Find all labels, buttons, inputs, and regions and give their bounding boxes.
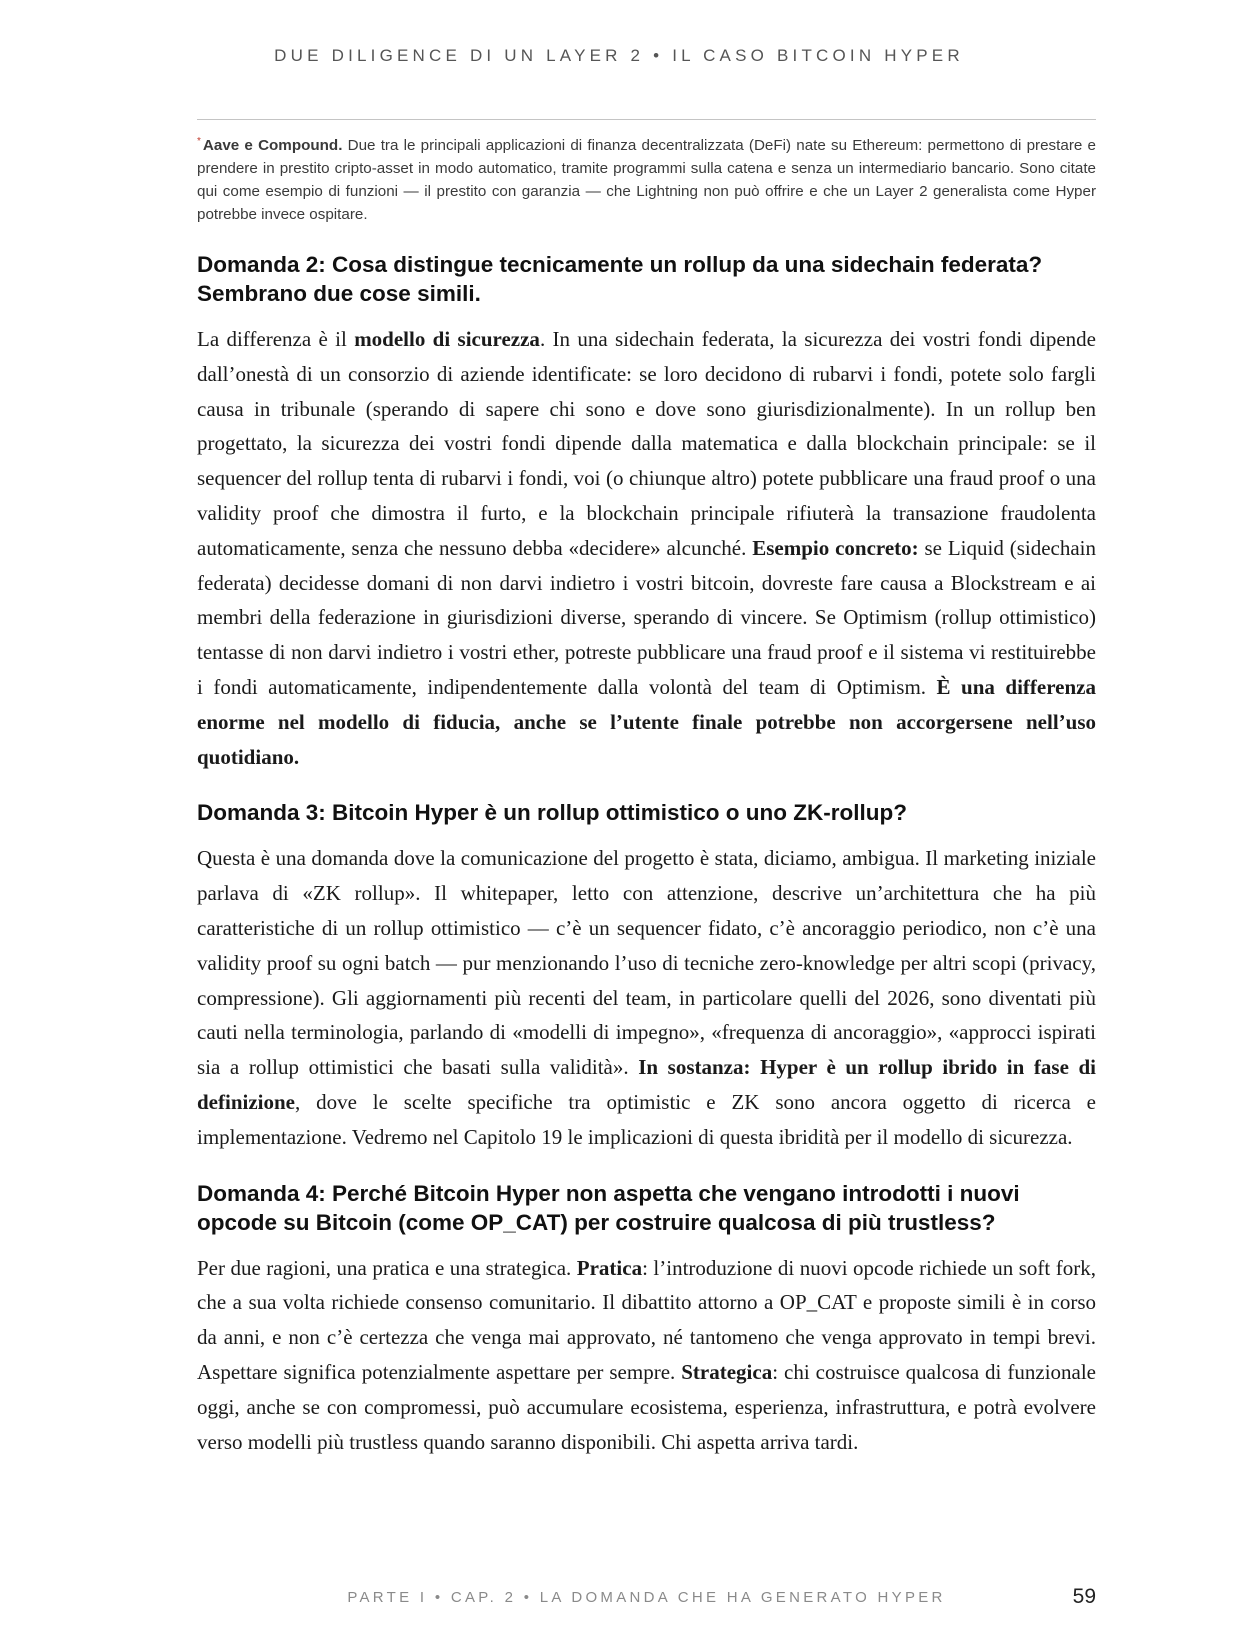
running-footer <box>197 1587 1096 1617</box>
body-text: se Liquid (sidechain federata) decidesse domani di non darvi indietro i vostri bitcoin, dovreste fare causa a Blockstream e ai membri della federazione in giurisdizioni diverse, sperando di vincere. Se Optimism (rollup ottimistico) tentasse di non darvi indietro i vostri ether, potreste pubblicare una fraud proof e il sistema vi restituirebbe i fondi automaticamente, indipendentemente dalla volontà del team di Optimism. <box>197 535 1096 699</box>
emphasis-text: È una differenza enorme nel modello di fiducia, anche se l’utente finale potrebbe non accorgersene nell’uso quotidiano. <box>197 674 1097 769</box>
question-2-heading: Domanda 2: Cosa distingue tecnicamente un rollup da una sidechain federata? Sembrano due cose simili. <box>197 252 1043 306</box>
page-number: 59 <box>1072 1585 1096 1608</box>
footnote-marker: * <box>197 135 201 147</box>
answer-4-paragraph <box>197 1251 1096 1460</box>
emphasis-text: Esempio concreto: <box>752 535 919 560</box>
footnote-text: Due tra le principali applicazioni di finanza decentralizzata (DeFi) nate su Ethereum: permettono di prestare e prendere in prestito cripto-asset in modo automatico, tramite programmi sulla catena e senza un intermediario bancario. Sono citate qui come esempio di funzioni — il prestito con garanzia — che Lightning non può offrire e che un Layer 2 generalista come Hyper potrebbe invece ospitare. <box>197 137 1096 223</box>
page-content <box>197 134 1096 1483</box>
body-text: : l’introduzione di nuovi opcode richiede un soft fork, che a sua volta richiede consenso comunitario. Il dibattito attorno a OP_CAT e proposte simili è in corso da anni, e non c’è certezza che venga mai approvato, né tantomeno che venga approvato in tempi brevi. Aspettare significa potenzialmente aspettare per sempre. <box>197 1255 1096 1384</box>
emphasis-text: Strategica <box>681 1359 773 1384</box>
body-text: , dove le scelte specifiche tra optimistic e ZK sono ancora oggetto di ricerca e implementazione. Vedremo nel Capitolo 19 le implicazioni di questa ibridità per il modello di sicurezza. <box>197 1089 1096 1149</box>
footnote <box>197 134 1096 226</box>
body-text: : chi costruisce qualcosa di funzionale oggi, anche se con compromessi, può accumulare ecosistema, esperienza, infrastruttura, e potrà evolvere verso modelli più trustless quando saranno disponibili. Chi aspetta arriva tardi. <box>197 1359 1096 1454</box>
answer-3-paragraph <box>197 841 1096 1154</box>
body-text: Questa è una domanda dove la comunicazione del progetto è stata, diciamo, ambigua. Il marketing iniziale parlava di «ZK rollup». Il whitepaper, letto con attenzione, descrive un’architettura che ha più caratteristiche di un rollup ottimistico — c’è un sequencer fidato, c’è ancoraggio periodico, non c’è una validity proof su ogni batch — pur menzionando l’uso di tecniche zero-knowledge per altri scopi (privacy, compressione). Gli aggiornamenti più recenti del team, in particolare quelli del 2026, sono diventati più cauti nella terminologia, parlando di «modelli di impegno», «frequenza di ancoraggio», «approcci ispirati sia a rollup ottimistici che basati sulla validità». <box>197 846 1096 1080</box>
running-header: DUE DILIGENCE DI UN LAYER 2 • IL CASO BITCOIN HYPER <box>274 46 964 65</box>
question-4-heading: Domanda 4: Perché Bitcoin Hyper non aspetta che vengano introdotti i nuovi opcode su Bitcoin (come OP_CAT) per costruire qualcosa di più trustless? <box>197 1180 1020 1235</box>
footnote-term: Aave e Compound. <box>202 137 343 154</box>
emphasis-text: Pratica <box>576 1255 643 1280</box>
body-text: La differenza è il <box>197 327 355 351</box>
body-text: Per due ragioni, una pratica e una strategica. <box>197 1255 577 1280</box>
emphasis-text: In sostanza: Hyper è un rollup ibrido in fase di definizione <box>197 1055 1096 1114</box>
footer-chapter-label: PARTE I • CAP. 2 • LA DOMANDA CHE HA GENERATO HYPER <box>347 1589 946 1606</box>
body-text: . In una sidechain federata, la sicurezza dei vostri fondi dipende dall’onestà di un consorzio di aziende identificate: se loro decidono di rubarvi i fondi, potete solo fargli causa in tribunale (sperando di sapere chi sono e dove sono giurisdizionalmente). In un rollup ben progettato, la sicurezza dei vostri fondi dipende dalla matematica e dalla blockchain principale: se il sequencer del rollup tenta di rubarvi i fondi, voi (o chiunque altro) potete pubblicare una fraud proof o una validity proof che dimostra il furto, e la blockchain principale rifiuterà la transazione fraudolenta automaticamente, senza che nessuno debba «decidere» alcunché. <box>197 327 1097 560</box>
question-3-heading: Domanda 3: Bitcoin Hyper è un rollup ottimistico o uno ZK-rollup? <box>197 800 907 826</box>
answer-2-paragraph <box>197 322 1096 774</box>
emphasis-text: modello di sicurezza <box>354 327 540 351</box>
footnote-divider <box>197 119 1096 120</box>
